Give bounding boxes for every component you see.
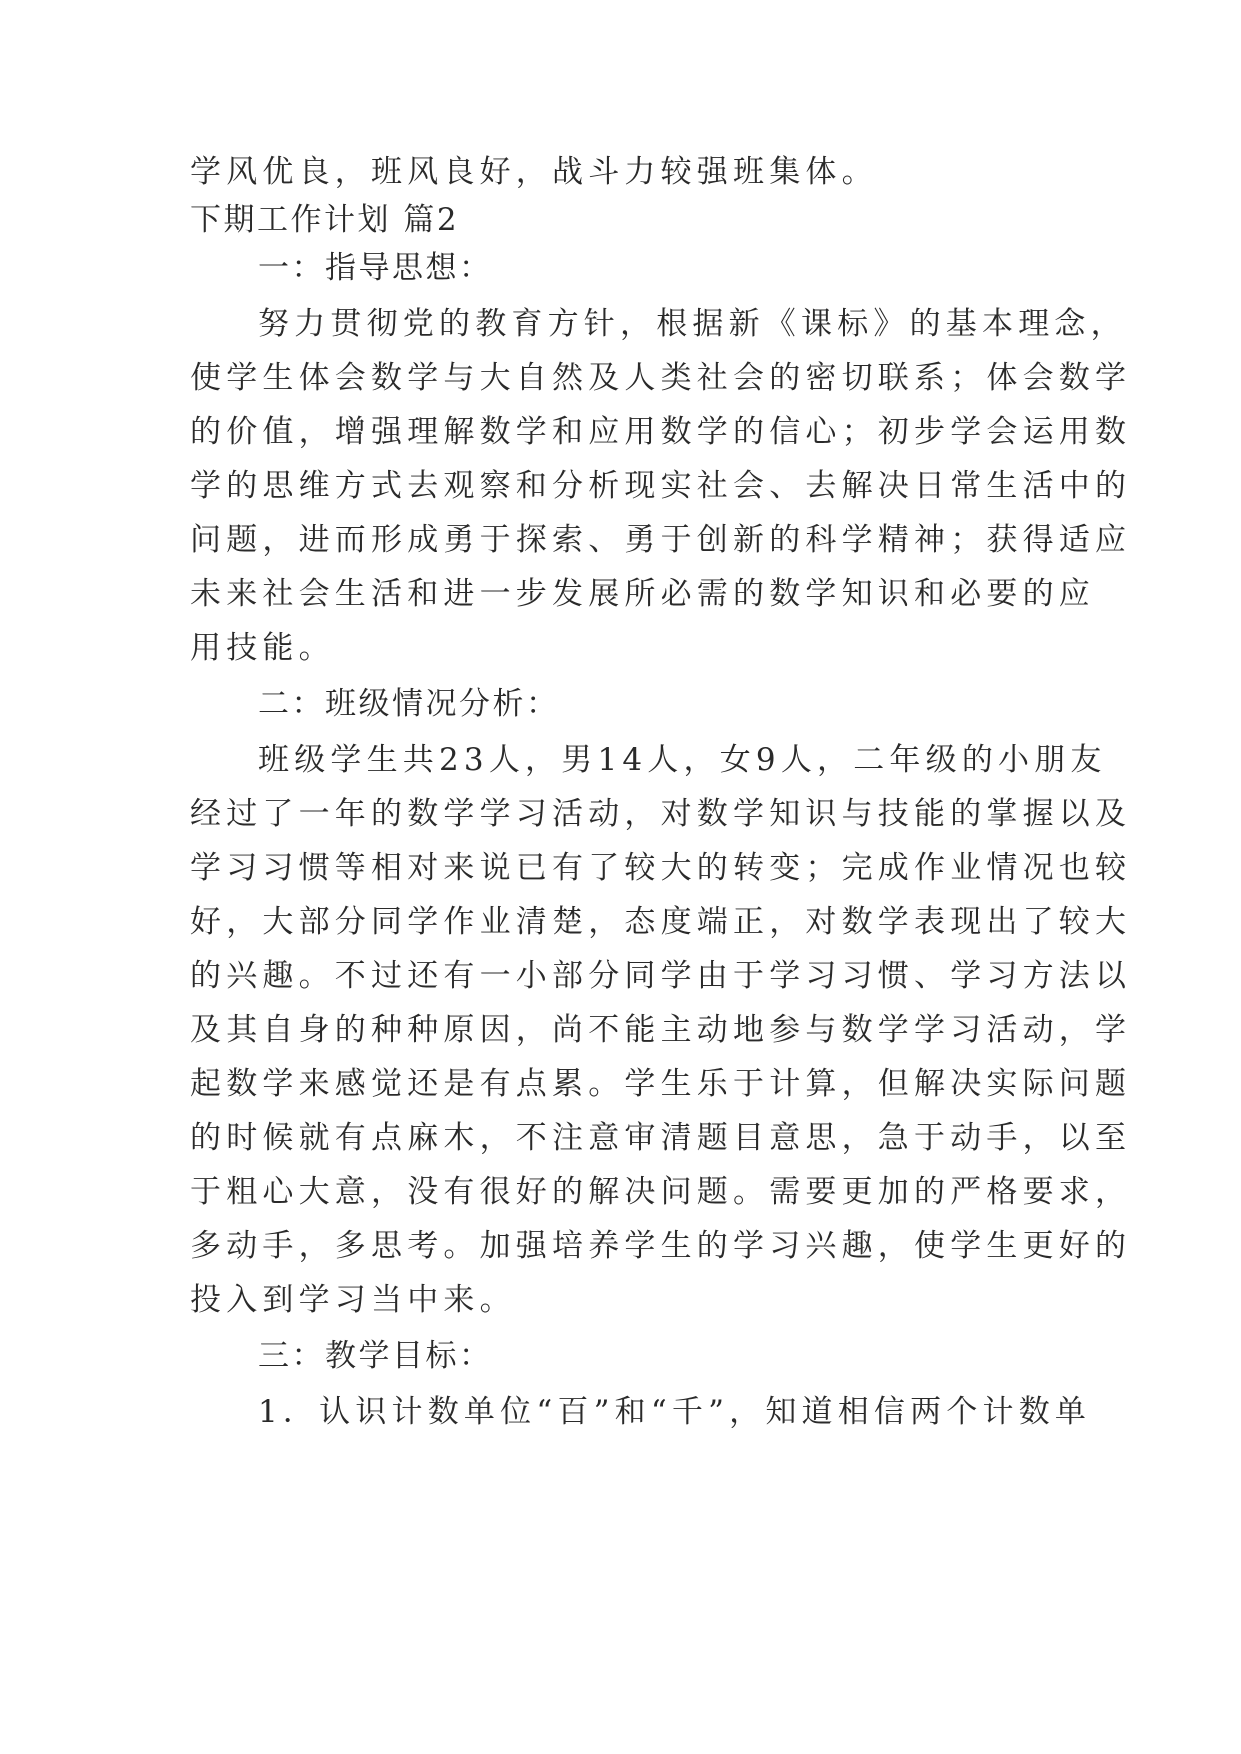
part3-paragraph-line: 1．认识计数单位“百”和“千”，知道相信两个计数单 xyxy=(258,1394,1092,1430)
part1-paragraph-line: 未来社会生活和进一步发展所必需的数学知识和必要的应 xyxy=(190,576,1095,612)
part2-paragraph-line: 的时候就有点麻木，不注意审清题目意思，急于动手，以至 xyxy=(190,1120,1132,1156)
part1-paragraph-line: 用技能。 xyxy=(190,630,335,666)
part2-paragraph-line: 好，大部分同学作业清楚，态度端正，对数学表现出了较大 xyxy=(190,904,1132,940)
part1-paragraph-line: 学的思维方式去观察和分析现实社会、去解决日常生活中的 xyxy=(190,468,1132,504)
part1-paragraph-line: 的价值，增强理解数学和应用数学的信心；初步学会运用数 xyxy=(190,414,1132,450)
part2-paragraph-line: 多动手，多思考。加强培养学生的学习兴趣，使学生更好的 xyxy=(190,1228,1132,1264)
part2-heading: 二：班级情况分析： xyxy=(258,686,560,722)
part1-heading: 一：指导思想： xyxy=(258,250,493,286)
part1-paragraph-line: 问题，进而形成勇于探索、勇于创新的科学精神；获得适应 xyxy=(190,522,1132,558)
part3-heading: 三：教学目标： xyxy=(258,1338,493,1374)
previous-section-ending: 学风优良，班风良好，战斗力较强班集体。 xyxy=(190,154,878,190)
part2-paragraph-line: 学习习惯等相对来说已有了较大的转变；完成作业情况也较 xyxy=(190,850,1132,886)
part2-paragraph-line: 于粗心大意，没有很好的解决问题。需要更加的严格要求， xyxy=(190,1174,1132,1210)
part2-paragraph-line: 的兴趣。不过还有一小部分同学由于学习习惯、学习方法以 xyxy=(190,958,1132,994)
part2-paragraph-line: 起数学来感觉还是有点累。学生乐于计算，但解决实际问题 xyxy=(190,1066,1132,1102)
part2-paragraph-line: 经过了一年的数学学习活动，对数学知识与技能的掌握以及 xyxy=(190,796,1132,832)
part1-paragraph-line: 使学生体会数学与大自然及人类社会的密切联系；体会数学 xyxy=(190,360,1132,396)
part1-paragraph-line: 努力贯彻党的教育方针，根据新《课标》的基本理念， xyxy=(258,306,1127,342)
part2-paragraph-line: 班级学生共23人，男14人，女9人，二年级的小朋友 xyxy=(258,742,1107,778)
section-title: 下期工作计划 篇2 xyxy=(190,202,460,238)
part2-paragraph-line: 及其自身的种种原因，尚不能主动地参与数学学习活动，学 xyxy=(190,1012,1132,1048)
part2-paragraph-line: 投入到学习当中来。 xyxy=(190,1282,516,1318)
